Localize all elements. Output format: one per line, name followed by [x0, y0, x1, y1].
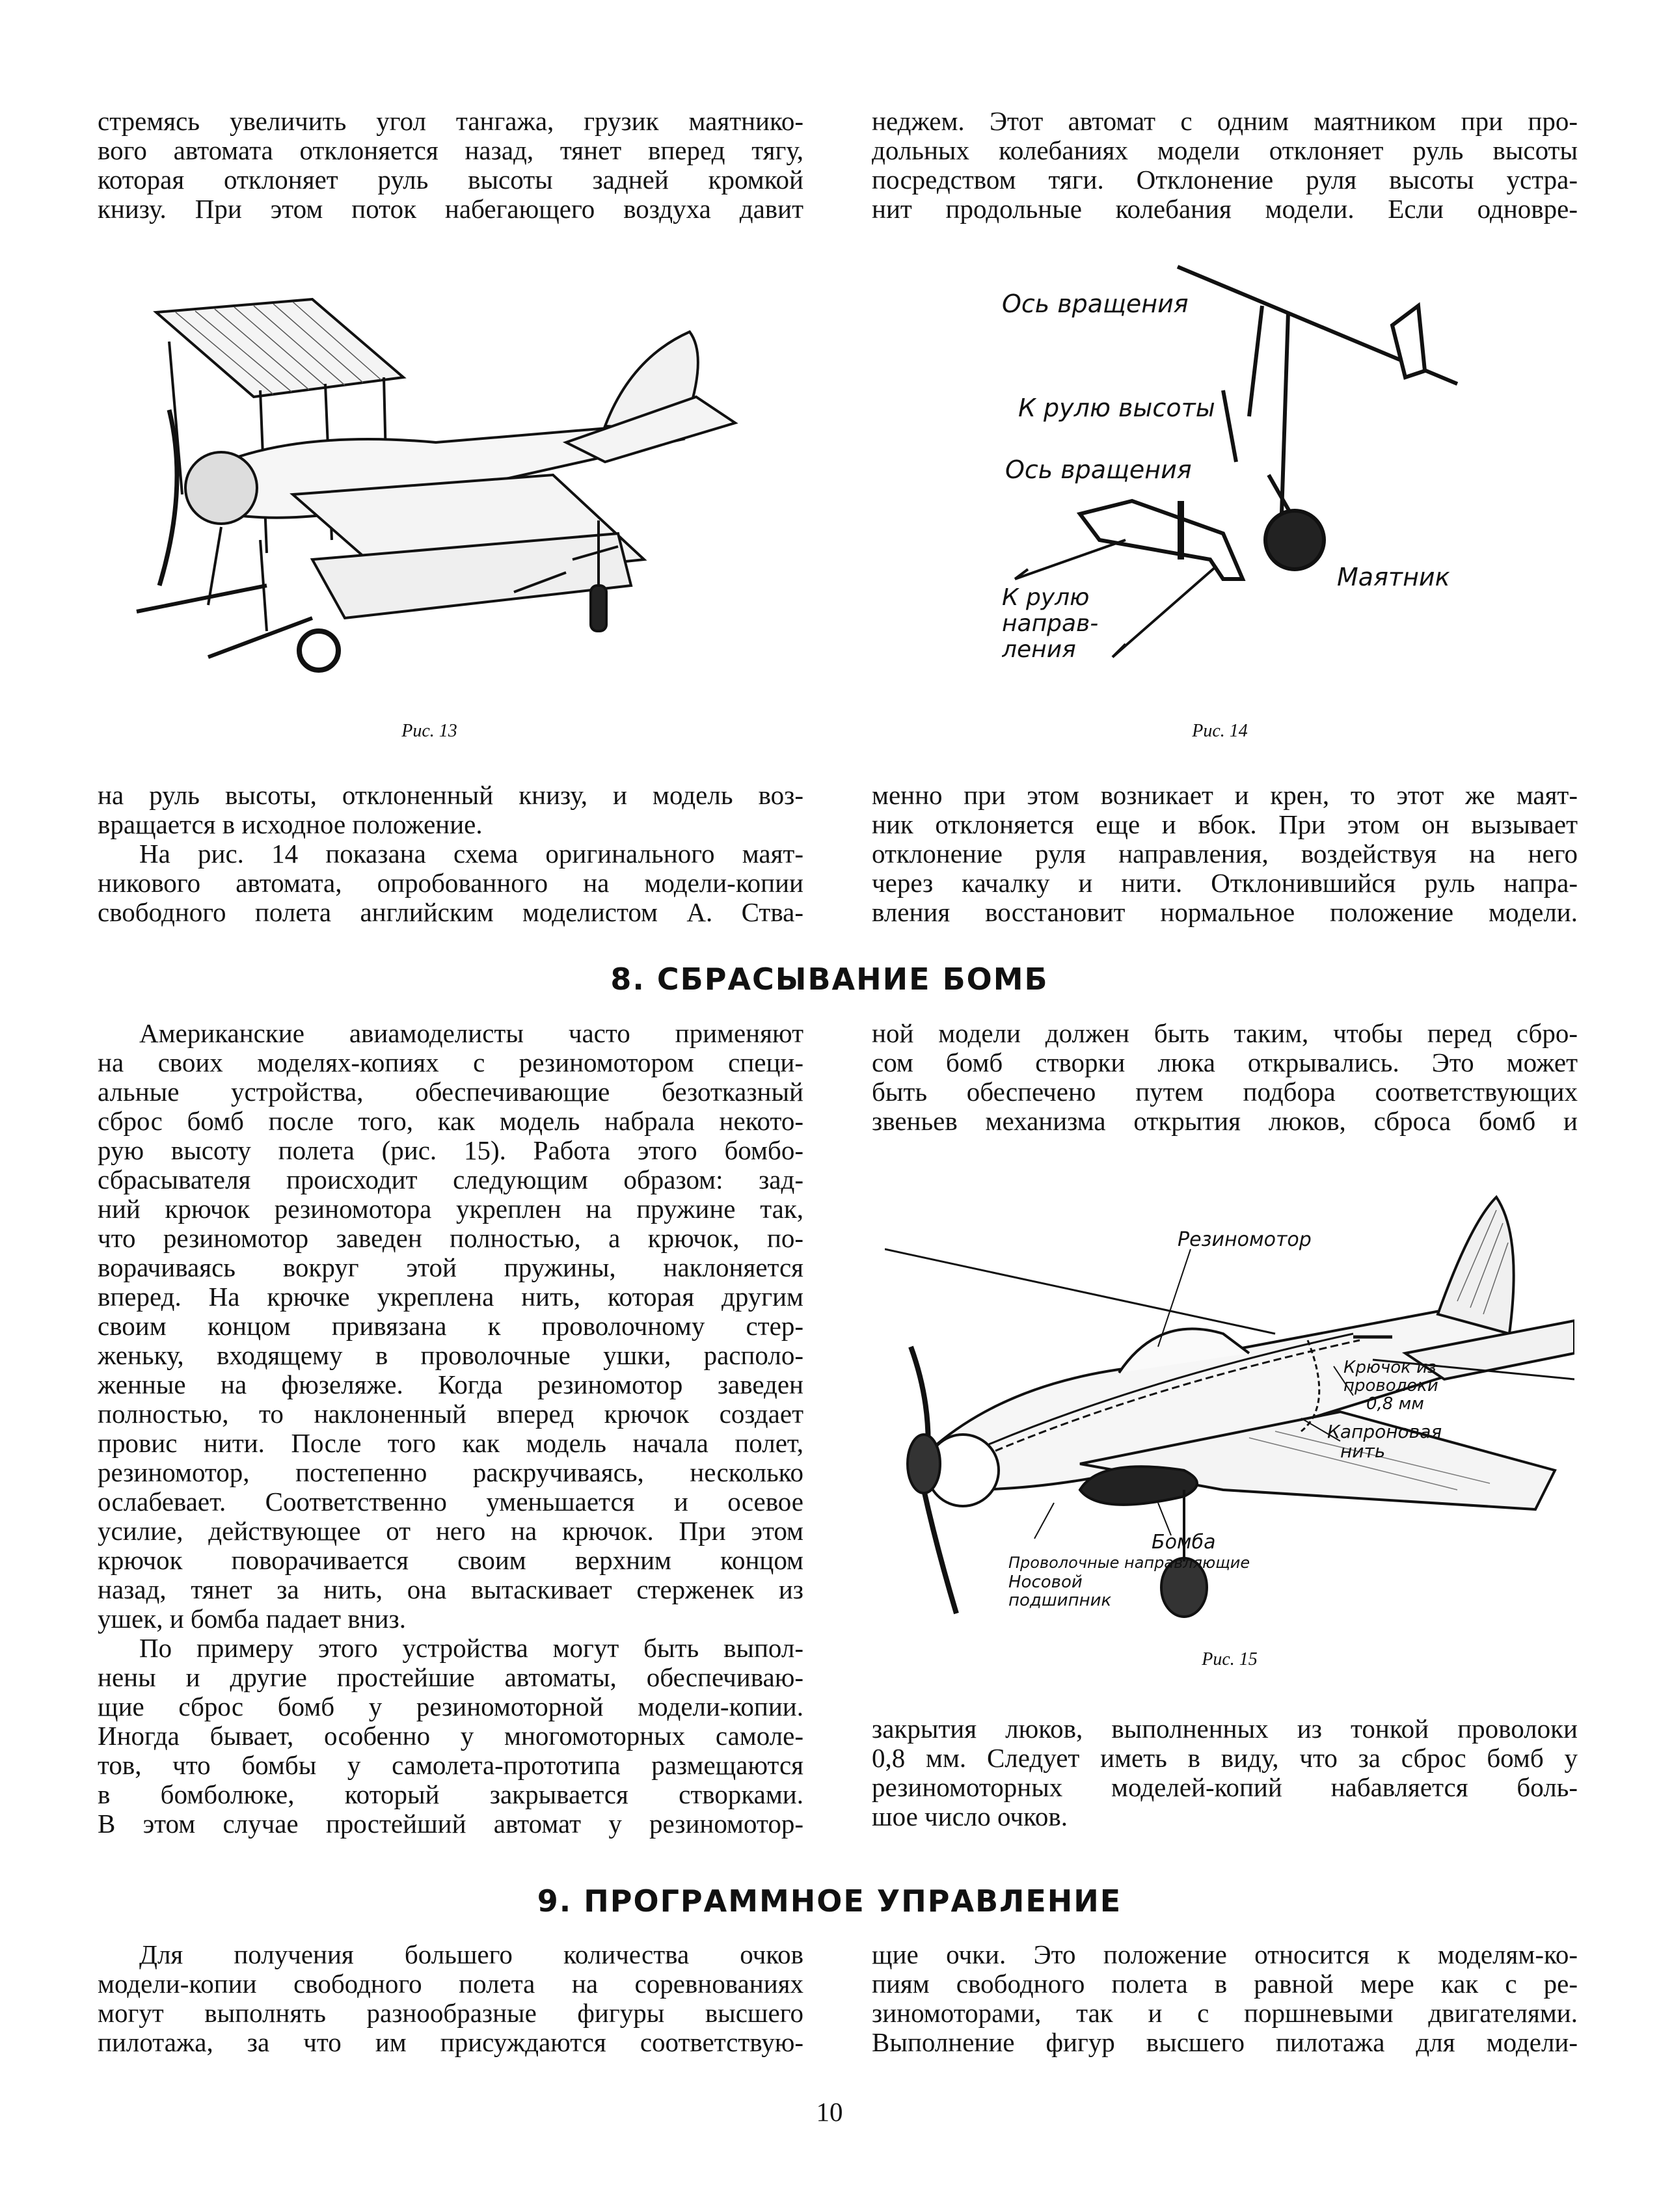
- label-to-elevator: К рулю высоты: [1018, 394, 1215, 422]
- text-line: звеньев механизма открытия люков, сброса бомб и: [872, 1106, 1578, 1136]
- bomb-release-illustration: [885, 1184, 1574, 1633]
- figure-14-pendulum-scheme: [1002, 254, 1470, 677]
- label-pendulum: Маятник: [1337, 563, 1450, 591]
- text-line: 0,8 мм. Следует иметь в виду, что за сброс бомб у: [872, 1743, 1578, 1773]
- text-line: посредством тяги. Отклонение руля высоты устра-: [872, 165, 1578, 195]
- text-line: нены и другие простейшие автоматы, обеспечиваю-: [98, 1662, 803, 1692]
- label-nylon-1: Капроновая: [1327, 1421, 1442, 1442]
- text-line: на своих моделях-копиях с резиномотором специ-: [98, 1047, 803, 1077]
- top-right-column: [872, 107, 1578, 224]
- text-line: резиномотор, постепенно раскручиваясь, несколько: [98, 1457, 803, 1487]
- figure-13-biplane: [98, 280, 748, 703]
- text-line: зиномоторами, так и с поршневыми двигателями.: [872, 1998, 1578, 2028]
- page-number: 10: [816, 2097, 843, 2127]
- section-8-heading: 8. СБРАСЫВАНИЕ БОМБ: [610, 962, 1049, 997]
- section-9-heading: 9. ПРОГРАММНОЕ УПРАВЛЕНИЕ: [537, 1883, 1122, 1919]
- text-line: пиям свободного полета в равной мере как с ре-: [872, 1969, 1578, 1999]
- text-line: пилотажа, за что им присуждаются соответствую-: [98, 2027, 803, 2057]
- text-line: женные на фюзеляже. Когда резиномотор заведен: [98, 1369, 803, 1399]
- top-left-column: [98, 107, 803, 224]
- mid-left-column: [98, 781, 803, 927]
- text-line: модели-копии свободного полета на соревнованиях: [98, 1969, 803, 1999]
- biplane-illustration: [98, 280, 748, 703]
- text-line: женьку, входящему в проволочные ушки, располо-: [98, 1340, 803, 1370]
- text-line: Для получения большего количества очков: [139, 1939, 803, 1969]
- text-line: альные устройства, обеспечивающие безотказный: [98, 1077, 803, 1107]
- text-line: вого автомата отклоняется назад, тянет вперед тягу,: [98, 135, 803, 165]
- text-line: менно при этом возникает и крен, то этот же маят-: [872, 780, 1578, 810]
- label-bearing-1: Носовой: [1008, 1572, 1083, 1592]
- figure-15-bomb-release: [885, 1184, 1574, 1633]
- text-line: Американские авиамоделисты часто применяют: [139, 1018, 803, 1048]
- mid-right-column: [872, 781, 1578, 927]
- text-line: ворачиваясь вокруг этой пружины, наклоняется: [98, 1252, 803, 1282]
- label-axis-top: Ось вращения: [1002, 290, 1189, 318]
- label-nylon-2: нить: [1340, 1440, 1386, 1462]
- text-line: в бомболюке, который закрывается створками.: [98, 1779, 803, 1809]
- text-line: Иногда бывает, особенно у многомоторных самоле-: [98, 1721, 803, 1751]
- text-line: закрытия люков, выполненных из тонкой проволоки: [872, 1714, 1578, 1744]
- label-hook-1: Крючок из: [1343, 1358, 1436, 1377]
- text-line: быть обеспечено путем подбора соответствующих: [872, 1077, 1578, 1107]
- text-line: через качалку и нити. Отклонившийся руль напра-: [872, 868, 1578, 898]
- text-line: сбрасывателя происходит следующим образом: зад-: [98, 1165, 803, 1194]
- label-bomb: Бомба: [1152, 1531, 1216, 1554]
- label-to-rudder-2: направ-: [1002, 610, 1099, 637]
- section-9-right-column: [872, 1940, 1578, 2057]
- text-line: провис нити. После того как модель начала полет,: [98, 1428, 803, 1458]
- label-to-rudder-1: К рулю: [1002, 584, 1090, 611]
- figure-13-caption: Рис. 13: [401, 721, 457, 741]
- text-line: назад, тянет за нить, она вытаскивает стерженек из: [98, 1574, 803, 1604]
- text-line: ослабевает. Соответственно уменьшается и осевое: [98, 1487, 803, 1517]
- text-line: ной модели должен быть таким, чтобы перед сбро-: [872, 1018, 1578, 1048]
- text-line: шое число очков.: [872, 1801, 1068, 1831]
- text-line: стремясь увеличить угол тангажа, грузик маятнико-: [98, 106, 803, 136]
- text-line: вперед. На крючке укреплена нить, которая другим: [98, 1282, 803, 1312]
- text-line: ник отклоняется еще и вбок. При этом он вызывает: [872, 809, 1578, 839]
- text-line: резиномоторных моделей-копий набавляется боль-: [872, 1772, 1578, 1802]
- text-line: свободного полета английским моделистом А. Ства-: [98, 897, 803, 927]
- text-line: На рис. 14 показана схема оригинального маят-: [139, 839, 803, 869]
- figure-15-caption: Рис. 15: [1202, 1649, 1258, 1669]
- pendulum-scheme-illustration: [1002, 254, 1470, 677]
- text-line: своим концом привязана к проволочному стер-: [98, 1311, 803, 1341]
- text-line: вления восстановит нормальное положение модели.: [872, 897, 1578, 927]
- text-line: могут выполнять разнообразные фигуры высшего: [98, 1998, 803, 2028]
- text-line: никового автомата, опробованного на модели-копии: [98, 868, 803, 898]
- text-line: По примеру этого устройства могут быть выпол-: [139, 1633, 803, 1663]
- text-line: ний крючок резиномотора укреплен на пружине так,: [98, 1194, 803, 1224]
- text-line: вращается в исходное положение.: [98, 809, 483, 839]
- text-line: Выполнение фигур высшего пилотажа для модели-: [872, 2027, 1578, 2057]
- section-8-right-top-column: [872, 1019, 1578, 1136]
- label-rubber-motor: Резиномотор: [1178, 1228, 1312, 1251]
- text-line: нит продольные колебания модели. Если одновре-: [872, 194, 1578, 224]
- text-line: ушек, и бомба падает вниз.: [98, 1604, 406, 1634]
- text-line: книзу. При этом поток набегающего воздуха давит: [98, 194, 803, 224]
- text-line: отклонение руля направления, воздействуя на него: [872, 839, 1578, 869]
- text-line: щие сброс бомб у резиномоторной модели-копии.: [98, 1692, 803, 1721]
- text-line: сброс бомб после того, как модель набрала некото-: [98, 1106, 803, 1136]
- text-line: что резиномотор заведен полностью, а крючок, по-: [98, 1223, 803, 1253]
- label-bearing-2: подшипник: [1008, 1591, 1112, 1610]
- text-line: полностью, то наклоненный вперед крючок создает: [98, 1399, 803, 1429]
- text-line: усилие, действующее от него на крючок. При этом: [98, 1516, 803, 1546]
- text-line: крючок поворачивается своим верхним концом: [98, 1545, 803, 1575]
- label-axis-mid: Ось вращения: [1005, 455, 1192, 484]
- section-8-left-column: [98, 1019, 803, 1839]
- section-8-right-bottom-column: [872, 1714, 1578, 1831]
- text-line: рую высоту полета (рис. 15). Работа этого бомбо-: [98, 1135, 803, 1165]
- text-line: на руль высоты, отклоненный книзу, и модель воз-: [98, 780, 803, 810]
- figure-14-caption: Рис. 14: [1192, 721, 1248, 741]
- text-line: щие очки. Это положение относится к моделям-ко-: [872, 1939, 1578, 1969]
- label-guides: Проволочные направляющие: [1008, 1554, 1250, 1572]
- text-line: сом бомб створки люка открывались. Это может: [872, 1047, 1578, 1077]
- label-to-rudder-3: ления: [1002, 636, 1076, 663]
- text-line: В этом случае простейший автомат у резиномотор-: [98, 1809, 803, 1839]
- text-line: неджем. Этот автомат с одним маятником при про-: [872, 106, 1578, 136]
- text-line: которая отклоняет руль высоты задней кромкой: [98, 165, 803, 195]
- label-hook-2: проволоки: [1343, 1376, 1438, 1396]
- text-line: тов, что бомбы у самолета-прототипа размещаются: [98, 1750, 803, 1780]
- label-hook-3: 0,8 мм: [1366, 1394, 1424, 1414]
- text-line: дольных колебаниях модели отклоняет руль высоты: [872, 135, 1578, 165]
- section-9-left-column: [98, 1940, 803, 2057]
